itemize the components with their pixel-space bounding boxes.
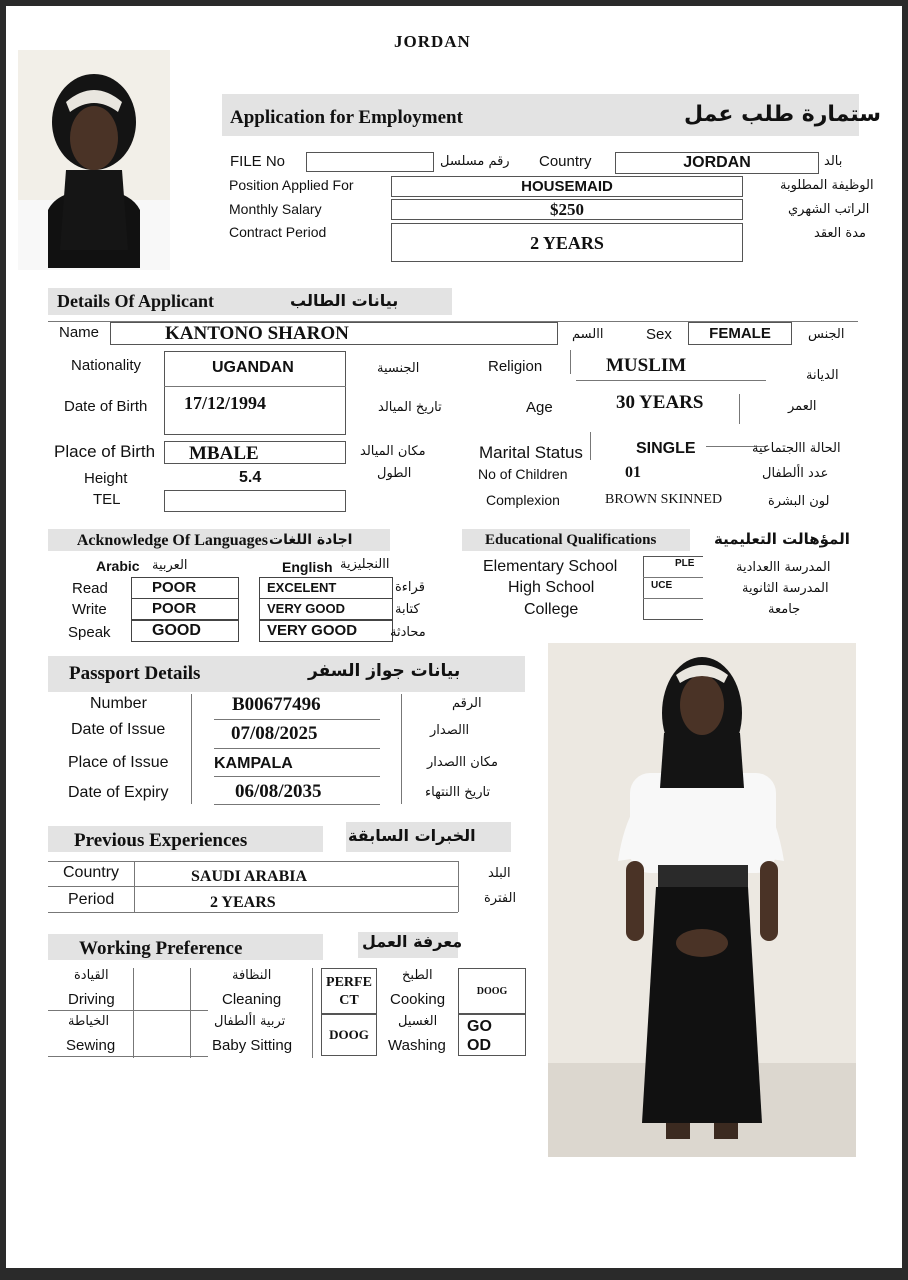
edu-high-ar: المدرسة الثانوية <box>742 581 829 596</box>
marital-label: Marital Status <box>479 443 583 462</box>
passport-divider-left <box>191 694 192 804</box>
passport-expiry-ar: تاريخ االنتهاء <box>425 785 491 800</box>
pob-ar: مكان الميالد <box>360 444 426 459</box>
edu-high-value[interactable]: UCE <box>651 580 673 591</box>
name-label: Name <box>59 324 100 341</box>
passport-line <box>214 776 380 777</box>
height-ar: الطول <box>377 466 412 481</box>
edu-grid-line-2 <box>643 598 703 599</box>
pref-washing-value[interactable] <box>458 1014 526 1056</box>
passport-header-ar: بيانات جواز السفر <box>308 661 461 681</box>
passport-place-ar: مكان االصدار <box>427 755 498 770</box>
pref-cleaning-ar: النظافة <box>232 968 272 983</box>
exp-period-label: Period <box>68 891 115 908</box>
exp-line <box>48 886 458 887</box>
contract-ar: مدة العقد <box>814 226 866 241</box>
pref-cooking-value-text: DOOG <box>476 986 508 997</box>
pob-label: Place of Birth <box>54 442 156 461</box>
exp-period-ar: الفترة <box>484 891 517 906</box>
pref-washing-value-text: GOOD <box>467 1018 492 1054</box>
experience-header-ar: الخبرات السابقة <box>348 826 476 845</box>
pref-driving-ar: القيادة <box>74 968 109 983</box>
passport-line <box>214 804 380 805</box>
passport-line <box>214 748 380 749</box>
country-ar: بالد <box>824 154 843 169</box>
pref-line <box>48 1056 208 1057</box>
pref-cleaning-value-text: PERFECT <box>326 975 372 1008</box>
education-header: Educational Qualifications <box>485 532 657 548</box>
lang-speak-label: Speak <box>68 624 111 641</box>
preference-header-ar: معرفة العمل <box>362 932 463 951</box>
passport-issue-ar: االصدار <box>430 723 470 738</box>
pref-divider <box>312 968 313 1058</box>
lang-write-arabic[interactable]: POOR <box>131 598 239 620</box>
age-value[interactable]: 30 YEARS <box>616 392 704 413</box>
exp-divider <box>458 861 459 912</box>
name-ar: االسم <box>572 327 604 342</box>
nationality-label: Nationality <box>71 357 142 374</box>
dob-ar: تاريخ الميالد <box>378 400 442 415</box>
religion-label: Religion <box>488 358 543 375</box>
pref-baby-value[interactable] <box>321 1014 377 1056</box>
file-no-ar: رقم مسلسل <box>440 154 510 169</box>
lang-read-ar: قراءة <box>395 580 425 595</box>
religion-ar: الديانة <box>806 368 839 383</box>
passport-issue-label: Date of Issue <box>71 721 166 738</box>
pref-baby-label: Baby Sitting <box>212 1037 293 1054</box>
edu-elementary-label: Elementary School <box>483 558 618 575</box>
religion-divider <box>570 350 571 374</box>
applicant-portrait-photo <box>18 50 170 270</box>
file-no-field[interactable] <box>306 152 434 172</box>
sex-field[interactable]: FEMALE <box>688 322 792 345</box>
lang-write-english[interactable]: VERY GOOD <box>259 598 393 620</box>
edu-grid-line-1 <box>643 577 703 578</box>
pref-divider <box>133 968 134 1058</box>
salary-ar: الراتب الشهري <box>788 202 870 217</box>
pob-value[interactable]: MBALE <box>189 443 259 464</box>
salary-field[interactable]: $250 <box>391 199 743 220</box>
passport-expiry-label: Date of Expiry <box>68 784 169 801</box>
languages-header: Acknowledge Of Languages <box>76 532 268 549</box>
complexion-label: Complexion <box>486 492 560 508</box>
dob-value[interactable]: 17/12/1994 <box>184 393 267 413</box>
exp-country-value[interactable]: SAUDI ARABIA <box>191 868 308 885</box>
exp-line <box>48 912 458 913</box>
position-field[interactable]: HOUSEMAID <box>391 176 743 197</box>
application-form-page <box>6 6 902 1268</box>
applicant-header-ar: بيانات الطالب <box>290 291 399 310</box>
pref-divider <box>190 968 191 1058</box>
english-label: English <box>282 559 333 575</box>
edu-high-label: High School <box>508 579 595 596</box>
file-no-label: FILE No <box>230 153 286 170</box>
lang-read-label: Read <box>72 580 108 597</box>
passport-place-label: Place of Issue <box>68 754 169 771</box>
children-value[interactable]: 01 <box>625 464 641 481</box>
passport-number-label: Number <box>90 695 147 712</box>
religion-value[interactable]: MUSLIM <box>606 355 687 376</box>
height-value[interactable]: 5.4 <box>239 469 262 486</box>
exp-divider <box>134 861 135 912</box>
lang-write-ar: كتابة <box>395 602 420 617</box>
sex-label: Sex <box>646 326 672 343</box>
lang-read-english[interactable]: EXCELENT <box>259 577 393 599</box>
edu-college-label: College <box>524 601 579 618</box>
lang-speak-ar: محادثة <box>390 625 426 640</box>
grid-line <box>164 386 346 387</box>
position-ar: الوظيفة المطلوبة <box>780 178 874 193</box>
experience-header-en: Previous Experiences <box>74 830 248 851</box>
applicant-header-en: Details Of Applicant <box>57 291 215 311</box>
name-field[interactable]: KANTONO SHARON <box>110 322 558 345</box>
nationality-value[interactable]: UGANDAN <box>212 359 294 376</box>
height-label: Height <box>84 470 128 487</box>
passport-line <box>214 719 380 720</box>
salary-label: Monthly Salary <box>229 201 322 217</box>
edu-elementary-value[interactable]: PLE <box>675 558 695 569</box>
form-title-en: Application for Employment <box>230 107 463 128</box>
complexion-ar: لون البشرة <box>768 494 830 509</box>
pref-cooking-ar: الطبخ <box>402 968 433 983</box>
lang-read-arabic[interactable]: POOR <box>131 577 239 599</box>
arabic-label: Arabic <box>96 558 140 574</box>
pref-cooking-value[interactable] <box>458 968 526 1014</box>
applicant-full-body-photo <box>548 643 856 1157</box>
preference-header-en: Working Preference <box>79 938 243 959</box>
position-label: Position Applied For <box>229 177 354 193</box>
lang-speak-arabic[interactable]: GOOD <box>131 620 239 642</box>
pref-cleaning-value[interactable] <box>321 968 377 1014</box>
marital-divider <box>590 432 591 460</box>
pref-driving-label: Driving <box>68 991 115 1008</box>
pref-washing-label: Washing <box>388 1037 446 1054</box>
children-ar: عدد األطفال <box>762 466 829 481</box>
tel-label: TEL <box>93 491 121 508</box>
pref-washing-ar: الغسيل <box>398 1014 438 1029</box>
country-header: JORDAN <box>394 32 471 51</box>
passport-number-ar: الرقم <box>452 696 482 711</box>
exp-period-value[interactable]: 2 YEARS <box>210 894 276 911</box>
pref-sewing-label: Sewing <box>66 1037 116 1054</box>
age-ar: العمر <box>788 399 817 414</box>
contract-label: Contract Period <box>229 224 327 240</box>
exp-country-label: Country <box>63 864 120 881</box>
passport-issue-value[interactable]: 07/08/2025 <box>231 723 318 744</box>
lang-write-label: Write <box>72 601 107 618</box>
edu-elementary-ar: المدرسة االعدادية <box>736 560 831 575</box>
passport-divider-right <box>401 694 402 804</box>
complexion-value[interactable]: BROWN SKINNED <box>605 492 723 507</box>
edu-college-ar: جامعة <box>768 602 801 617</box>
passport-header-en: Passport Details <box>69 663 201 684</box>
english-ar: االنجليزية <box>340 557 390 572</box>
pref-sewing-ar: الخياطة <box>68 1014 110 1029</box>
sex-ar: الجنس <box>808 327 845 342</box>
education-header-ar: المؤهالت التعليمية <box>714 530 850 548</box>
passport-expiry-value[interactable]: 06/08/2035 <box>235 781 322 802</box>
contract-field[interactable]: 2 YEARS <box>391 223 743 262</box>
passport-number-value[interactable]: B00677496 <box>232 694 321 715</box>
country-label: Country <box>539 153 592 170</box>
pref-cleaning-label: Cleaning <box>222 991 282 1008</box>
nationality-ar: الجنسية <box>377 361 420 376</box>
children-label: No of Children <box>478 466 568 482</box>
country-field[interactable]: JORDAN <box>615 152 819 174</box>
lang-speak-english[interactable]: VERY GOOD <box>259 620 393 642</box>
pref-cooking-label: Cooking <box>390 991 446 1008</box>
exp-country-ar: البلد <box>488 866 511 881</box>
age-divider <box>739 394 740 424</box>
marital-value[interactable]: SINGLE <box>636 440 696 457</box>
passport-place-value[interactable]: KAMPALA <box>214 755 293 772</box>
form-title-ar: ستمارة طلب عمل <box>684 102 882 127</box>
exp-line <box>48 861 458 862</box>
languages-header-ar: اجادة اللغات <box>269 532 353 548</box>
pref-line <box>48 1010 208 1011</box>
marital-ar: الحالة االجتماعية <box>752 441 841 456</box>
arabic-ar: العربية <box>152 558 188 573</box>
religion-line <box>576 380 766 381</box>
dob-label: Date of Birth <box>64 398 148 415</box>
tel-field[interactable] <box>164 490 346 512</box>
pref-baby-value-text: DOOG <box>329 1027 369 1042</box>
pref-baby-ar: تربية األطفال <box>214 1014 286 1029</box>
age-label: Age <box>526 399 553 416</box>
